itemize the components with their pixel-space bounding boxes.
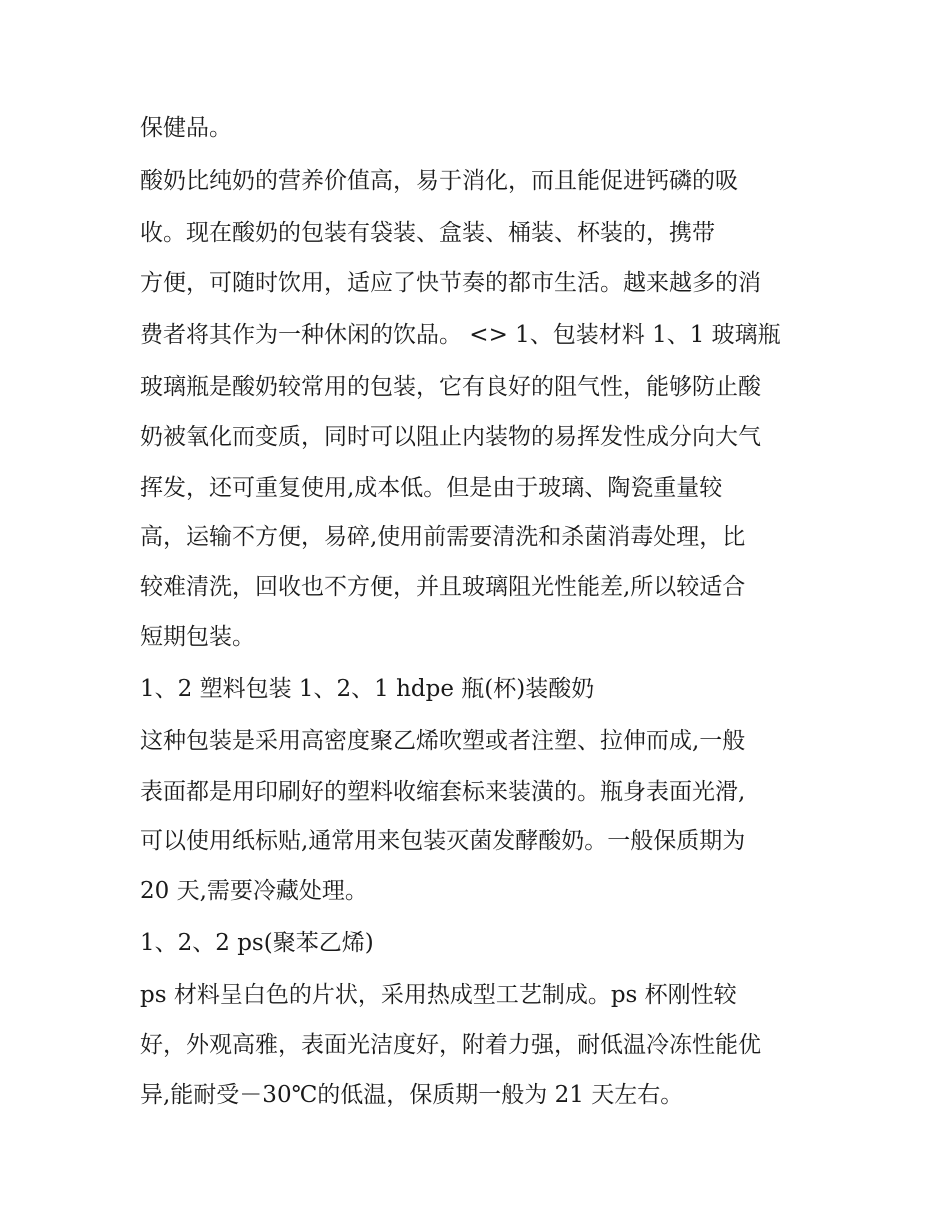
text-line: 酸奶比纯奶的营养价值高，易于消化，而且能促进钙磷的吸 [140,168,738,194]
text-line: 可以使用纸标贴,通常用来包装灭菌发酵酸奶。一般保质期为 [140,828,746,854]
text-line: 保健品。 [140,115,232,141]
text-line: 费者将其作为一种休闲的饮品。 <> 1、包装材料 1、1 玻璃瓶 [140,322,781,348]
section-heading: 1、2、2 ps(聚苯乙烯) [140,930,374,956]
text-line: 表面都是用印刷好的塑料收缩套标来装潢的。瓶身表面光滑, [140,779,746,805]
text-line: 高，运输不方便，易碎,使用前需要清洗和杀菌消毒处理，比 [140,524,746,550]
text-line: 玻璃瓶是酸奶较常用的包装，它有良好的阻气性，能够防止酸 [140,374,761,400]
text-line: 方便，可随时饮用，适应了快节奏的都市生活。越来越多的消 [140,270,761,296]
text-line: 好，外观高雅，表面光洁度好，附着力强，耐低温冷冻性能优 [140,1032,761,1058]
text-line: 异,能耐受－30℃的低温，保质期一般为 21 天左右。 [140,1082,684,1108]
text-line: 挥发，还可重复使用,成本低。但是由于玻璃、陶瓷重量较 [140,475,723,501]
text-line: 这种包装是采用高密度聚乙烯吹塑或者注塑、拉伸而成,一般 [140,728,746,754]
text-line: 较难清洗，回收也不方便，并且玻璃阻光性能差,所以较适合 [140,574,746,600]
section-heading: 1、2 塑料包装 1、2、1 hdpe 瓶(杯)装酸奶 [140,676,595,702]
text-line: 奶被氧化而变质，同时可以阻止内装物的易挥发性成分向大气 [140,424,761,450]
text-line: ps 材料呈白色的片状，采用热成型工艺制成。ps 杯刚性较 [140,982,737,1008]
text-line: 收。现在酸奶的包装有袋装、盒装、桶装、杯装的，携带 [140,220,715,246]
text-line: 20 天,需要冷藏处理。 [140,878,368,904]
text-line: 短期包装。 [140,624,255,650]
